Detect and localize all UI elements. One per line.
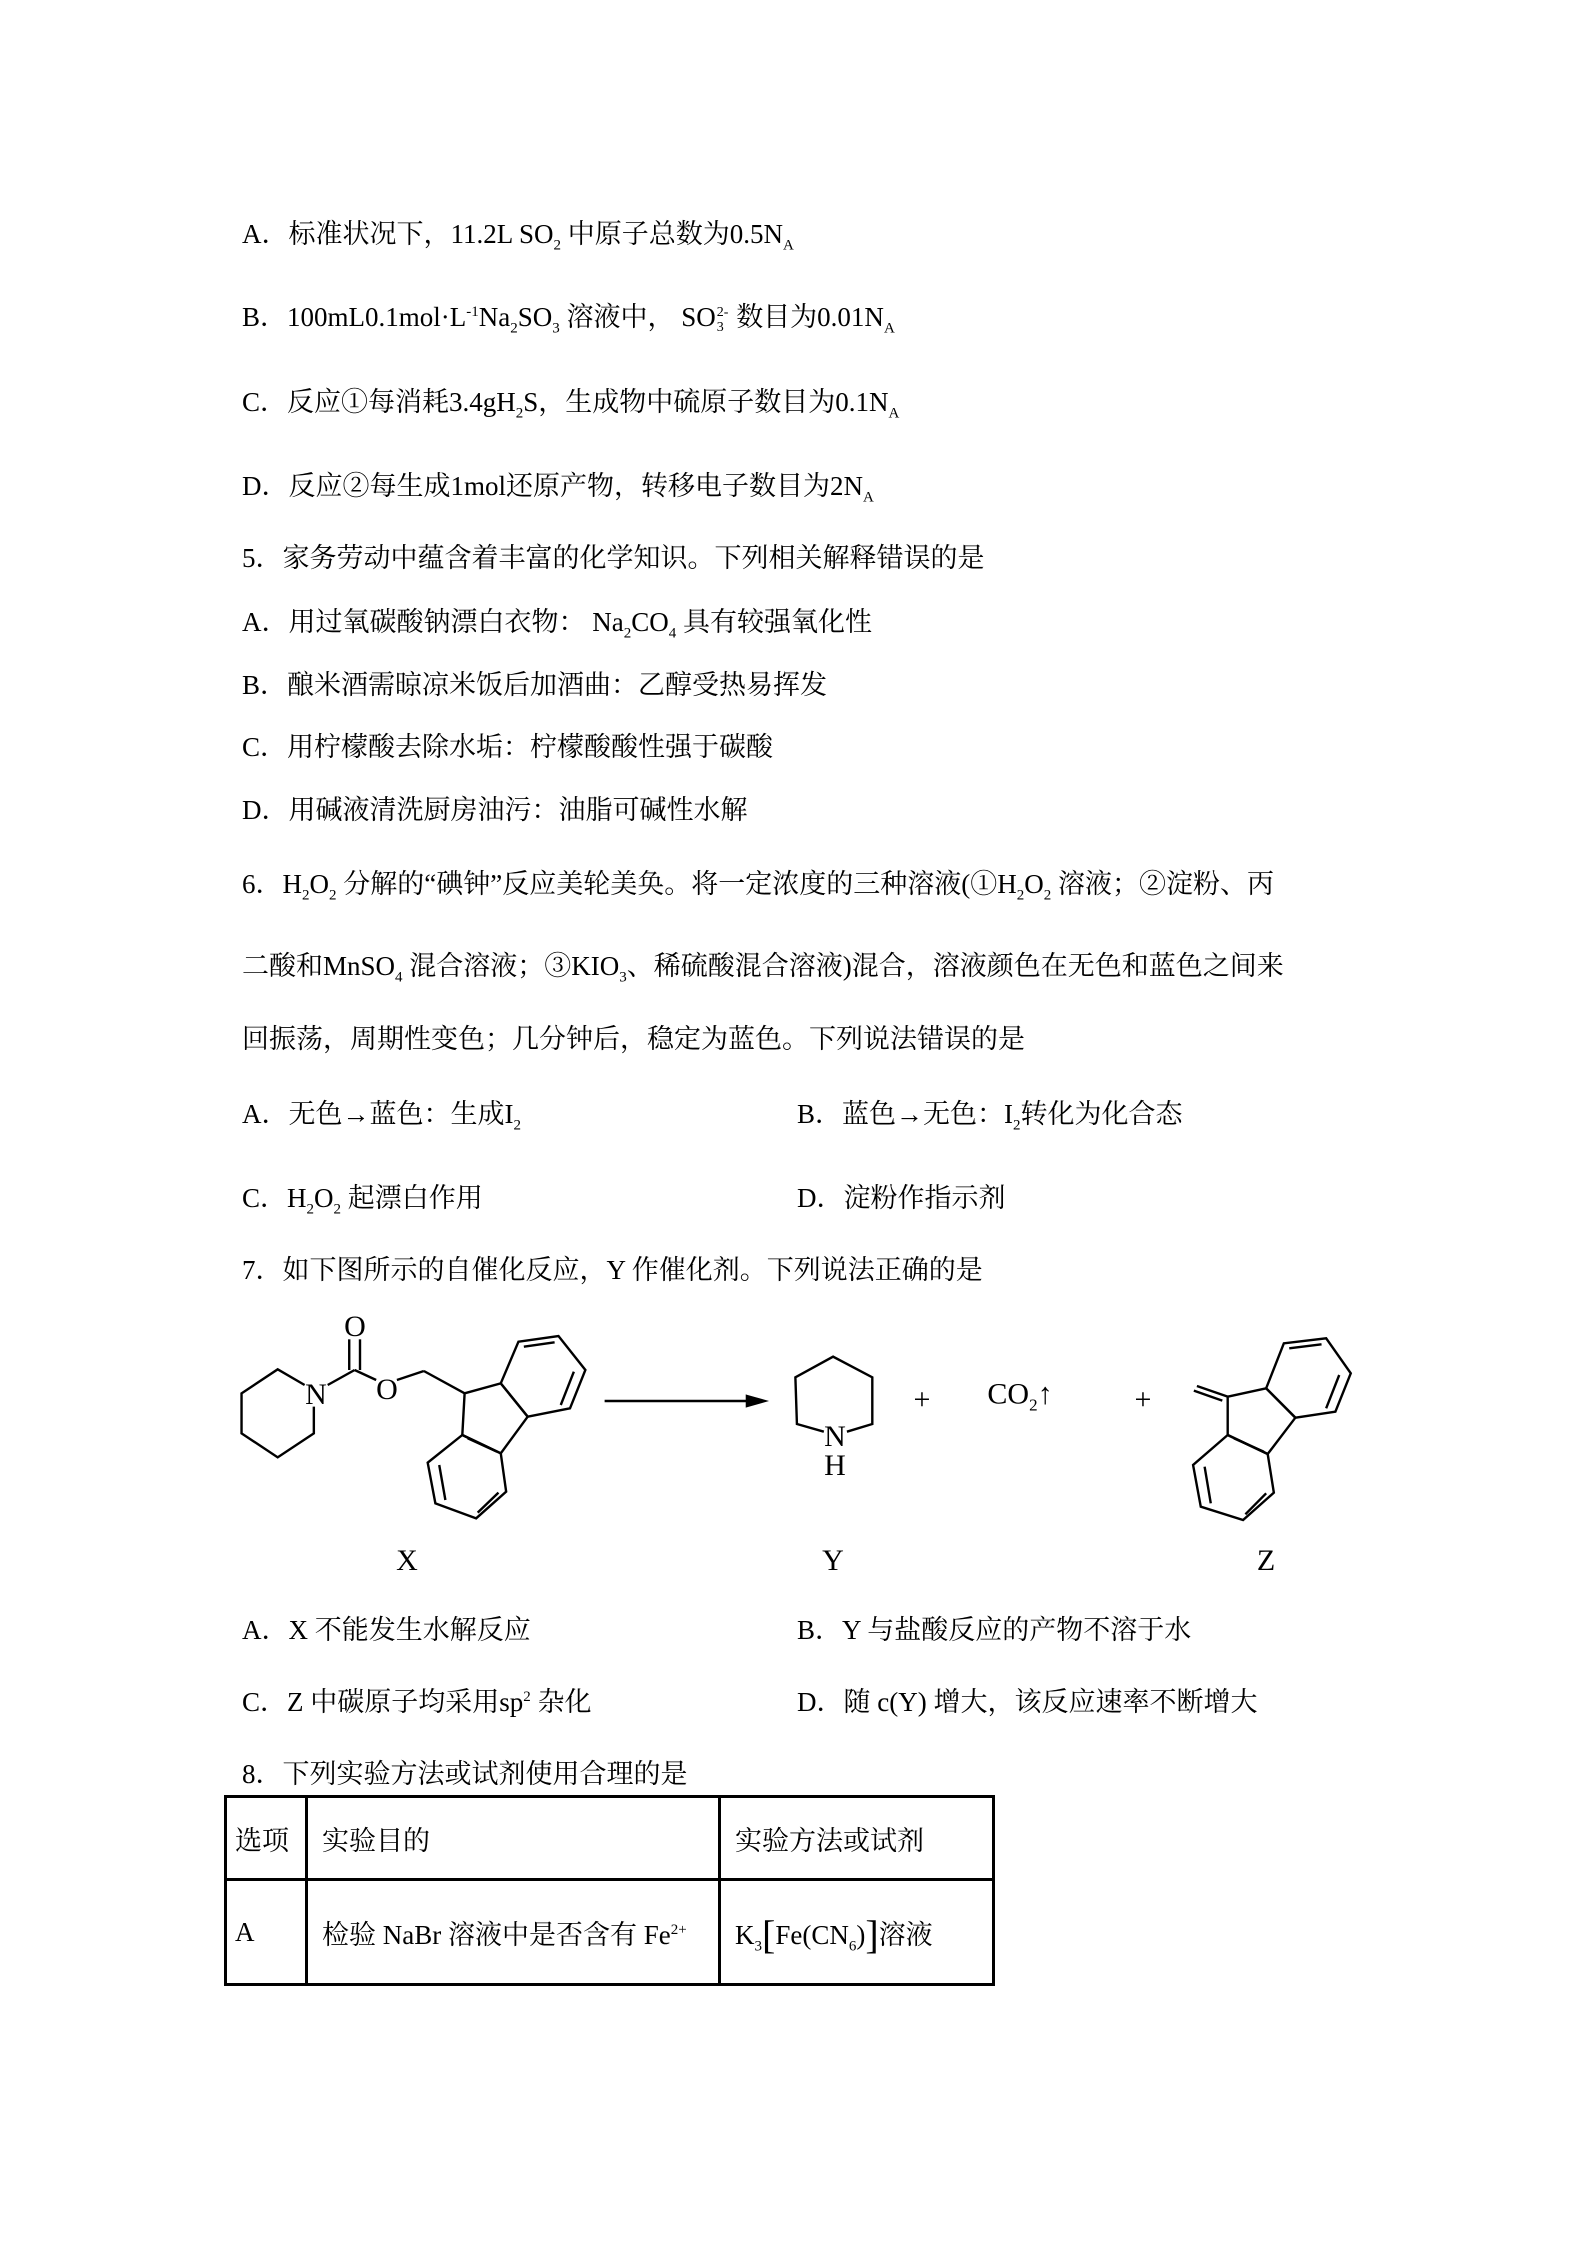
q4-option-d (242, 469, 874, 506)
text-run: 转化为化合态 (1020, 1099, 1183, 1129)
q6-option-c (242, 1181, 483, 1218)
subscript: 2 (302, 887, 310, 904)
bracket: [ (762, 1911, 776, 1957)
q7-option-a (242, 1613, 531, 1647)
subscript: 3 (754, 1937, 762, 1954)
subscript: 2 (1043, 887, 1052, 904)
q6-option-a (242, 1097, 521, 1134)
q7-option-c (242, 1685, 592, 1719)
text-run: 分解的“碘钟”反应美轮美奂。将一定浓度的三种溶液(①H (336, 869, 1017, 899)
q4-option-a (242, 217, 794, 254)
q7-option-d (797, 1685, 1257, 1719)
subscript: 2 (553, 237, 562, 254)
subscript: 2 (1016, 887, 1025, 904)
text-run: D．用碱液清洗厨房油污：油脂可碱性水解 (242, 795, 748, 825)
text-run: 7．如下图所示的自催化反应，Y 作催化剂。下列说法正确的是 (242, 1255, 983, 1285)
q5-option-d (242, 793, 748, 827)
text-run: 6．H (242, 869, 302, 899)
text-run: C．反应①每消耗3.4gH (242, 387, 516, 417)
text-run: C．Z 中碳原子均采用sp (242, 1687, 524, 1717)
q6-option-d (797, 1181, 1006, 1215)
plus-sign: + (913, 1383, 931, 1416)
header-purpose: 实验目的 (307, 1797, 720, 1880)
x-ester-oxygen: O (376, 1373, 398, 1406)
text-run: 检验 NaBr 溶液中是否含有 Fe (322, 1919, 671, 1950)
cell-option: A (226, 1880, 307, 1985)
q8-stem (242, 1757, 688, 1791)
subscript: 2 (515, 405, 524, 422)
q7-stem (242, 1253, 983, 1287)
text-run: D．反应②每生成1mol还原产物，转移电子数目为2N (242, 471, 863, 501)
z-lower-benzene (1193, 1435, 1274, 1520)
text-run: A．标准状况下，11.2L SO (242, 219, 554, 249)
text-run: 中原子总数为0.5N (561, 219, 784, 249)
text-run: K (735, 1919, 755, 1950)
q5-option-b (242, 668, 827, 702)
text-run: O (1024, 869, 1044, 899)
text-run: 数目为0.01N (729, 302, 884, 332)
text-run: CO (631, 607, 669, 637)
text-run: C．H (242, 1183, 307, 1213)
q6-stem-line1 (242, 867, 1274, 904)
text-run: 5．家务劳动中蕴含着丰富的化学知识。下列相关解释错误的是 (242, 543, 985, 573)
subscript: A (883, 320, 895, 337)
text-run: A．用过氧碳酸钠漂白衣物： Na (242, 607, 624, 637)
text-run: 溶液 (878, 1919, 933, 1950)
bracket: ] (865, 1911, 879, 1957)
subscript: 2 (333, 1201, 342, 1218)
subscript: 2 (1013, 1117, 1021, 1134)
subscript: 3 (552, 320, 560, 337)
cell-purpose (307, 1880, 720, 1985)
co2-subscript: 2 (1029, 1395, 1038, 1415)
plus-sign: + (1134, 1383, 1152, 1416)
text-run: C．用柠檬酸去除水垢：柠檬酸酸性强于碳酸 (242, 732, 774, 762)
superscript: 2- (716, 304, 729, 320)
text-run: 起漂白作用 (341, 1183, 483, 1213)
subscript: 2 (513, 1117, 521, 1134)
text-run: Fe(CN (775, 1919, 849, 1950)
label-z: Z (1256, 1544, 1276, 1577)
text-run: B．酿米酒需晾凉米饭后加酒曲：乙醇受热易挥发 (242, 670, 828, 700)
experiment-table (224, 1795, 995, 1986)
label-x: X (396, 1544, 418, 1577)
header-method: 实验方法或试剂 (720, 1797, 994, 1880)
subscript: A (888, 405, 900, 422)
subscript: 3 (619, 969, 627, 986)
text-run: A．无色→蓝色：生成I (242, 1099, 514, 1129)
q4-option-b (242, 300, 895, 335)
q5-option-a (242, 605, 872, 642)
x-lower-benzene (428, 1435, 506, 1518)
x-nitrogen: N (305, 1378, 327, 1411)
text-run: SO (517, 302, 553, 332)
header-option: 选项 (226, 1797, 307, 1880)
x-carbonyl-oxygen: O (344, 1310, 366, 1343)
text-run: 溶液中， SO (559, 302, 716, 332)
subscript: 3 (716, 319, 724, 335)
q5-stem (242, 541, 985, 575)
co2-formula (987, 1377, 1053, 1421)
text-run: 杂化 (530, 1687, 592, 1717)
q5-option-c (242, 730, 773, 764)
table-header-row (226, 1797, 994, 1880)
table-row (226, 1880, 994, 1985)
subscript: 2 (306, 1201, 315, 1218)
gas-arrow-icon: ↑ (1037, 1377, 1053, 1411)
y-nitrogen: N (824, 1420, 846, 1453)
text-run: D．随 c(Y) 增大，该反应速率不断增大 (797, 1687, 1258, 1717)
q6-option-b (797, 1097, 1183, 1134)
superscript: -1 (466, 304, 479, 320)
subscript: 2 (623, 625, 632, 642)
co2-text: CO (987, 1377, 1030, 1411)
text-run: O (309, 869, 329, 899)
label-y: Y (822, 1544, 844, 1577)
q7-option-b (797, 1613, 1191, 1647)
text-run: 混合溶液；③KIO (402, 951, 620, 981)
text-run: A．X 不能发生水解反应 (242, 1615, 531, 1645)
text-run: B．蓝色→无色：I (797, 1099, 1013, 1129)
text-run: 回振荡，周期性变色；几分钟后，稳定为蓝色。下列说法错误的是 (242, 1024, 1025, 1054)
text-run: 具有较强氧化性 (676, 607, 872, 637)
text-run: D．淀粉作指示剂 (797, 1183, 1006, 1213)
text-run: S，生成物中硫原子数目为0.1N (523, 387, 889, 417)
q6-stem-line3 (242, 1022, 1025, 1056)
q4-option-c (242, 385, 900, 422)
text-run: Na (478, 302, 511, 332)
superscript: 2+ (670, 1921, 687, 1938)
subscript: 4 (668, 625, 677, 642)
text-run: B．Y 与盐酸反应的产物不溶于水 (797, 1615, 1192, 1645)
subscript: A (863, 489, 874, 506)
subscript: 2 (510, 320, 518, 337)
x-piperidine-ring (242, 1369, 314, 1457)
q6-stem-line2 (242, 949, 1284, 986)
subscript: A (783, 237, 794, 254)
superscript: 2 (523, 1689, 531, 1705)
text-run: 溶液；②淀粉、丙 (1051, 869, 1274, 899)
text-run: 、稀硫酸混合溶液)混合，溶液颜色在无色和蓝色之间来 (626, 951, 1284, 981)
cell-method (720, 1880, 994, 1985)
text-run: 二酸和MnSO (242, 951, 396, 981)
subscript: 2 (329, 887, 337, 904)
text-run: 8．下列实验方法或试剂使用合理的是 (242, 1759, 688, 1789)
subscript: 4 (395, 969, 403, 986)
z-five-ring (1228, 1388, 1296, 1454)
text-run: B．100mL0.1mol·L (242, 302, 467, 332)
x-five-ring (462, 1383, 527, 1453)
subscript: 6 (848, 1937, 857, 1954)
y-hydrogen: H (824, 1449, 846, 1482)
sub-superscript (717, 305, 729, 335)
text-run: ) (856, 1919, 866, 1950)
text-run: O (314, 1183, 334, 1213)
